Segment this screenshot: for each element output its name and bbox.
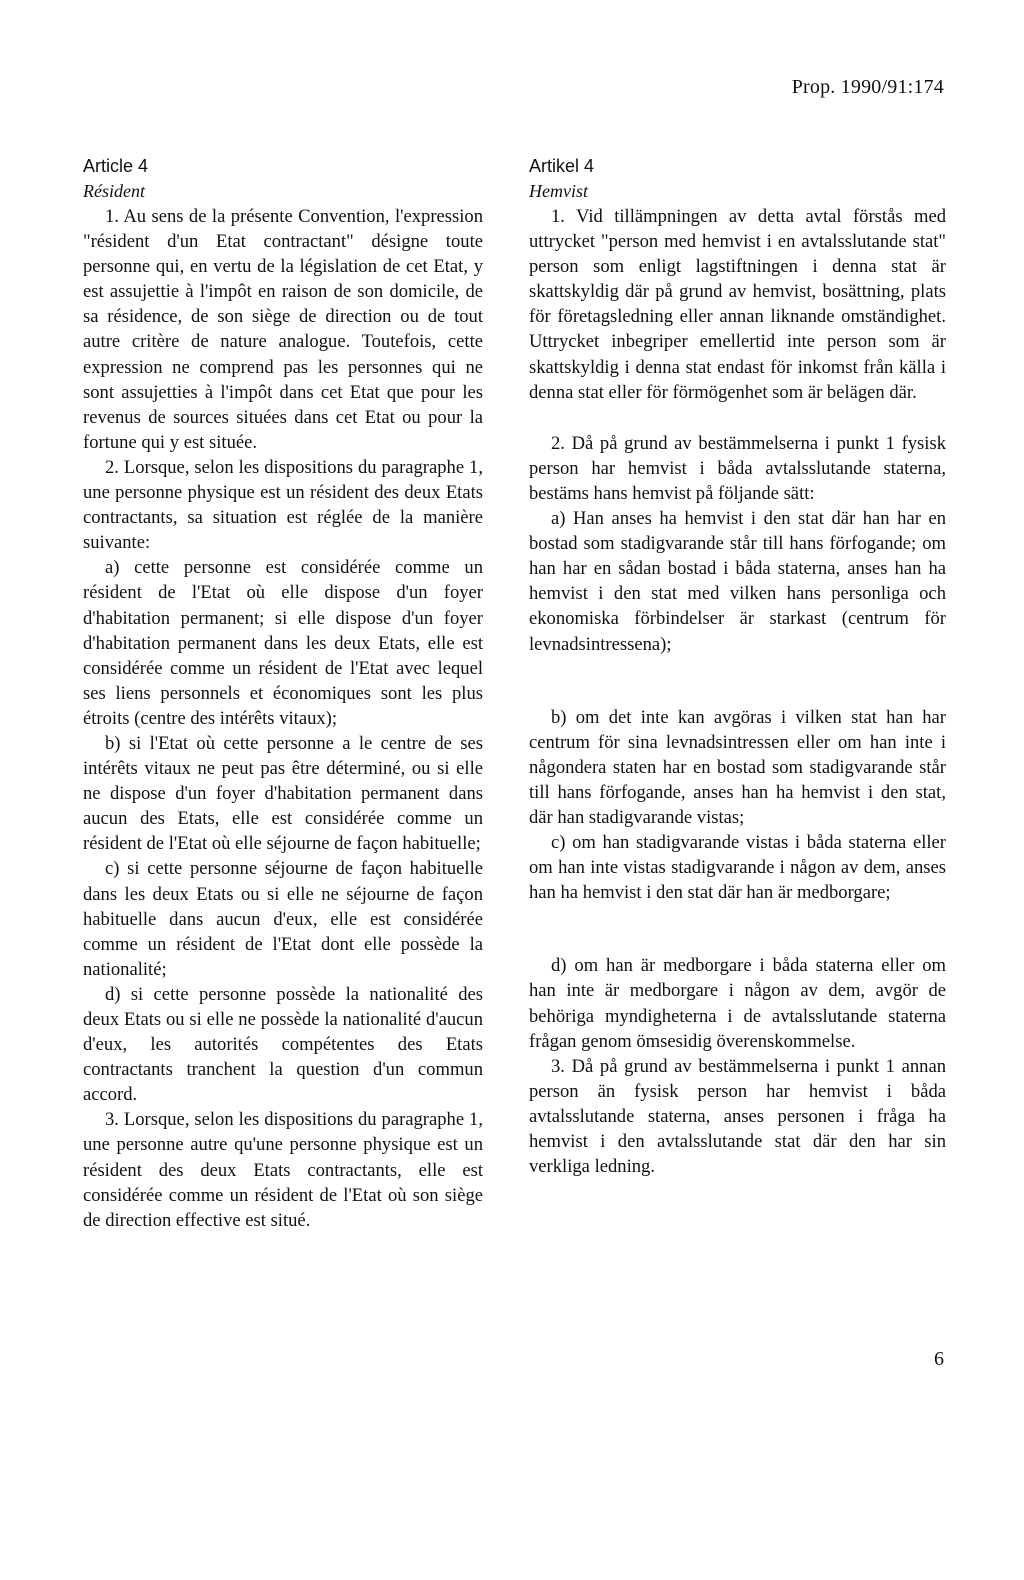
paragraph-fr-2c: c) si cette personne séjourne de façon habituelle dans les deux Etats ou si elle ne séjourne de façon habituelle dans aucun d'eux, elle est considérée comme un résident de l'Etat dont elle possède la nationalité; xyxy=(83,858,483,980)
paragraph-sv-2: 2. Då på grund av bestämmelserna i punkt 1 fysisk person har hemvist i båda avtalsslutande staterna, bestäms hans hemvist på följande sätt: xyxy=(529,432,946,504)
article-heading-fr: Article 4 xyxy=(83,156,149,176)
article-title-fr: Résident xyxy=(83,181,145,201)
paragraph-fr-3: 3. Lorsque, selon les dispositions du paragraphe 1, une personne autre qu'une personne physique est un résident des deux Etats contractants, elle est considérée comme un résident de l'Etat où son siège de direction effective est situé. xyxy=(83,1109,483,1231)
paragraph-fr-1: 1. Au sens de la présente Convention, l'expression "résident d'un Etat contractant" désigne toute personne qui, en vertu de la législation de cet Etat, y est assujettie à l'impôt en raison de son domicile, de sa résidence, de son siège de direction ou de tout autre critère de nature analogue. Toutefois, cette expression ne comprend pas les personnes qui ne sont assujetties à l'impôt dans cet Etat que pour les revenus de sources situées dans cet Etat ou pour la fortune qui y est située. xyxy=(83,206,483,453)
paragraph-sv-1: 1. Vid tillämpningen av detta avtal förstås med uttrycket "person med hemvist i en avtalsslutande stat" person som enligt lagstiftningen i denna stat är skattskyldig där på grund av hemvist, bosättning, plats för företagsledning eller annan liknande omständighet. Uttrycket inbegriper emellertid inte person som är skattskyldig i denna stat endast för inkomst från källa i denna stat eller för förmögenhet som är belägen där. xyxy=(529,206,946,403)
paragraph-fr-2a: a) cette personne est considérée comme un résident de l'Etat où elle dispose d'un foyer d'habitation permanent; si elle dispose d'un foyer d'habitation permanent dans les deux Etats, elle est considérée comme un résident de l'Etat avec lequel ses liens personnels et économiques sont les plus étroits (centre des intérêts vitaux); xyxy=(83,557,483,729)
paragraph-sv-2a: a) Han anses ha hemvist i den stat där han har en bostad som stadigvarande står till hans förfogande; om han har en sådan bostad i båda staterna, anses han ha hemvist i den stat med vilken hans personliga och ekonomiska förbindelser är starkast (centrum för levnadsintressena); xyxy=(529,508,946,655)
paragraph-sv-2d: d) om han är medborgare i båda staterna eller om han inte är medborgare i någon av dem, avgör de behöriga myndigheterna i de avtalsslutande staterna frågan genom ömsesidig överenskommelse. xyxy=(529,955,946,1052)
spacer xyxy=(529,405,946,431)
paragraph-fr-2d: d) si cette personne possède la nationalité des deux Etats ou si elle ne possède la nationalité d'aucun d'eux, les autorités compétentes des Etats contractants tranchent la question d'un commun accord. xyxy=(83,983,483,1106)
spacer xyxy=(529,657,946,705)
document-reference: Prop. 1990/91:174 xyxy=(791,76,944,98)
article-heading-sv: Artikel 4 xyxy=(529,156,595,176)
paragraph-sv-2b: b) om det inte kan avgöras i vilken stat han har centrum för sina levnadsintressen eller om han inte i någondera staten har en bostad som stadigvarande står till hans förfogande, anses han ha hemvist i den stat, där han stadigvarande vistas; xyxy=(529,706,946,828)
paragraph-sv-2c: c) om han stadigvarande vistas i båda staterna eller om han inte vistas stadigvarande i någon av dem, anses han ha hemvist i den stat där han är medborgare; xyxy=(529,832,946,904)
french-column xyxy=(83,154,483,1233)
paragraph-sv-3: 3. Då på grund av bestämmelserna i punkt 1 annan person än fysisk person har hemvist i båda avtalsslutande staterna, anses personen i fråga ha hemvist i den avtalsslutande stat där den har sin verkliga ledning. xyxy=(529,1055,946,1178)
paragraph-fr-2b: b) si l'Etat où cette personne a le centre de ses intérêts vitaux ne peut pas être déterminé, ou si elle ne dispose d'un foyer d'habitation permanent dans aucun des Etats, elle est considérée comme un résident de l'Etat où elle séjourne de façon habituelle; xyxy=(83,732,483,855)
spacer xyxy=(529,905,946,953)
page-number: 6 xyxy=(934,1348,944,1370)
swedish-column xyxy=(529,154,946,1179)
article-title-sv: Hemvist xyxy=(529,181,588,201)
paragraph-fr-2: 2. Lorsque, selon les dispositions du paragraphe 1, une personne physique est un résident des deux Etats contractants, sa situation est réglée de la manière suivante: xyxy=(83,456,483,554)
